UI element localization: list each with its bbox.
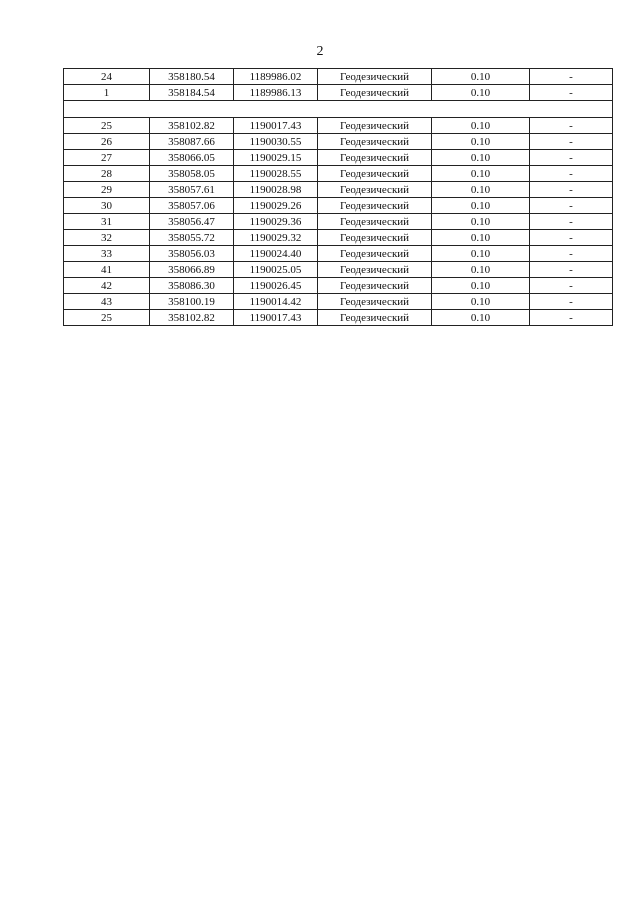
note-cell: - [530, 310, 613, 326]
note-cell: - [530, 85, 613, 101]
point-number-cell: 43 [64, 294, 150, 310]
note-cell: - [530, 278, 613, 294]
accuracy-cell: 0.10 [432, 310, 530, 326]
accuracy-cell: 0.10 [432, 278, 530, 294]
method-cell: Геодезический [318, 214, 432, 230]
table-row [64, 134, 613, 150]
y-coordinate-cell: 1190029.15 [234, 150, 318, 166]
point-number-cell: 26 [64, 134, 150, 150]
point-number-cell: 24 [64, 69, 150, 85]
x-coordinate-cell: 358058.05 [150, 166, 234, 182]
table-row [64, 230, 613, 246]
method-cell: Геодезический [318, 166, 432, 182]
accuracy-cell: 0.10 [432, 262, 530, 278]
x-coordinate-cell: 358056.03 [150, 246, 234, 262]
accuracy-cell: 0.10 [432, 166, 530, 182]
method-cell: Геодезический [318, 230, 432, 246]
y-coordinate-cell: 1190014.42 [234, 294, 318, 310]
method-cell: Геодезический [318, 69, 432, 85]
point-number-cell: 25 [64, 118, 150, 134]
x-coordinate-cell: 358100.19 [150, 294, 234, 310]
page-number: 2 [316, 44, 324, 59]
x-coordinate-cell: 358087.66 [150, 134, 234, 150]
x-coordinate-cell: 358057.06 [150, 198, 234, 214]
table-row [64, 310, 613, 326]
y-coordinate-cell: 1190029.32 [234, 230, 318, 246]
method-cell: Геодезический [318, 198, 432, 214]
table-row [64, 198, 613, 214]
table-row [64, 278, 613, 294]
point-number-cell: 31 [64, 214, 150, 230]
y-coordinate-cell: 1190025.05 [234, 262, 318, 278]
accuracy-cell: 0.10 [432, 246, 530, 262]
spacer-cell [64, 101, 613, 118]
note-cell: - [530, 166, 613, 182]
table-row [64, 262, 613, 278]
note-cell: - [530, 294, 613, 310]
accuracy-cell: 0.10 [432, 69, 530, 85]
note-cell: - [530, 230, 613, 246]
y-coordinate-cell: 1190026.45 [234, 278, 318, 294]
table-row [64, 118, 613, 134]
table-row [64, 182, 613, 198]
method-cell: Геодезический [318, 85, 432, 101]
note-cell: - [530, 182, 613, 198]
method-cell: Геодезический [318, 150, 432, 166]
point-number-cell: 33 [64, 246, 150, 262]
y-coordinate-cell: 1190017.43 [234, 310, 318, 326]
y-coordinate-cell: 1190017.43 [234, 118, 318, 134]
accuracy-cell: 0.10 [432, 230, 530, 246]
y-coordinate-cell: 1190030.55 [234, 134, 318, 150]
table-row [64, 69, 613, 85]
x-coordinate-cell: 358055.72 [150, 230, 234, 246]
note-cell: - [530, 134, 613, 150]
x-coordinate-cell: 358066.05 [150, 150, 234, 166]
point-number-cell: 41 [64, 262, 150, 278]
accuracy-cell: 0.10 [432, 214, 530, 230]
spacer-row [64, 101, 613, 118]
y-coordinate-cell: 1190028.55 [234, 166, 318, 182]
table-row [64, 214, 613, 230]
note-cell: - [530, 118, 613, 134]
note-cell: - [530, 246, 613, 262]
accuracy-cell: 0.10 [432, 85, 530, 101]
table-row [64, 246, 613, 262]
note-cell: - [530, 262, 613, 278]
x-coordinate-cell: 358180.54 [150, 69, 234, 85]
y-coordinate-cell: 1189986.13 [234, 85, 318, 101]
point-number-cell: 32 [64, 230, 150, 246]
point-number-cell: 27 [64, 150, 150, 166]
accuracy-cell: 0.10 [432, 150, 530, 166]
x-coordinate-cell: 358086.30 [150, 278, 234, 294]
y-coordinate-cell: 1189986.02 [234, 69, 318, 85]
x-coordinate-cell: 358102.82 [150, 310, 234, 326]
method-cell: Геодезический [318, 134, 432, 150]
x-coordinate-cell: 358066.89 [150, 262, 234, 278]
method-cell: Геодезический [318, 182, 432, 198]
accuracy-cell: 0.10 [432, 198, 530, 214]
method-cell: Геодезический [318, 246, 432, 262]
point-number-cell: 42 [64, 278, 150, 294]
accuracy-cell: 0.10 [432, 294, 530, 310]
accuracy-cell: 0.10 [432, 118, 530, 134]
table-row [64, 85, 613, 101]
table-row [64, 294, 613, 310]
y-coordinate-cell: 1190024.40 [234, 246, 318, 262]
point-number-cell: 29 [64, 182, 150, 198]
x-coordinate-cell: 358102.82 [150, 118, 234, 134]
note-cell: - [530, 214, 613, 230]
point-number-cell: 25 [64, 310, 150, 326]
coordinates-table-body [64, 69, 613, 326]
point-number-cell: 1 [64, 85, 150, 101]
note-cell: - [530, 198, 613, 214]
method-cell: Геодезический [318, 118, 432, 134]
coordinates-table [63, 68, 613, 326]
method-cell: Геодезический [318, 262, 432, 278]
x-coordinate-cell: 358057.61 [150, 182, 234, 198]
method-cell: Геодезический [318, 310, 432, 326]
accuracy-cell: 0.10 [432, 134, 530, 150]
point-number-cell: 30 [64, 198, 150, 214]
method-cell: Геодезический [318, 294, 432, 310]
table-row [64, 166, 613, 182]
note-cell: - [530, 150, 613, 166]
y-coordinate-cell: 1190028.98 [234, 182, 318, 198]
y-coordinate-cell: 1190029.26 [234, 198, 318, 214]
point-number-cell: 28 [64, 166, 150, 182]
method-cell: Геодезический [318, 278, 432, 294]
table-row [64, 150, 613, 166]
x-coordinate-cell: 358184.54 [150, 85, 234, 101]
note-cell: - [530, 69, 613, 85]
x-coordinate-cell: 358056.47 [150, 214, 234, 230]
accuracy-cell: 0.10 [432, 182, 530, 198]
y-coordinate-cell: 1190029.36 [234, 214, 318, 230]
